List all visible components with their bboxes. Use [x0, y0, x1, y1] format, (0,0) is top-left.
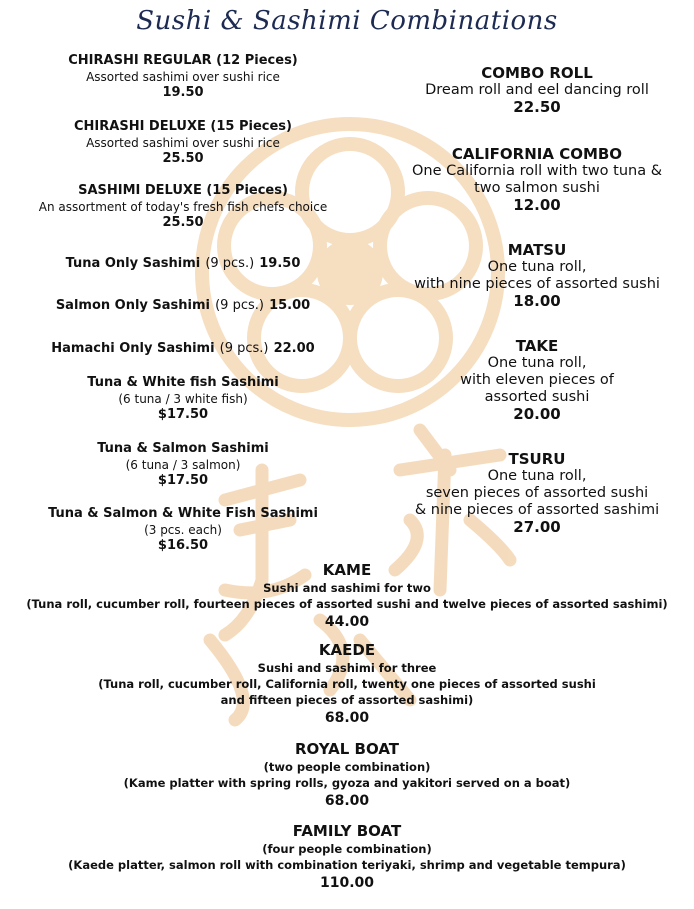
item-name: SASHIMI DELUXE (15 Pieces)	[78, 183, 288, 198]
item-price: 19.50	[162, 85, 204, 100]
item-description: (Tuna roll, cucumber roll, California roll, twenty one pieces of assorted sushi	[98, 677, 596, 691]
item-price: 18.00	[513, 292, 561, 310]
item-description: One tuna roll,	[487, 468, 587, 484]
item-description: seven pieces of assorted sushi	[425, 485, 649, 501]
menu-item	[382, 65, 692, 116]
item-price: 20.00	[513, 405, 561, 423]
item-price: 110.00	[319, 875, 375, 891]
menu-item	[0, 441, 366, 489]
item-price: 15.00	[269, 298, 311, 313]
item-description: with eleven pieces of	[460, 372, 614, 388]
item-name: Tuna & Salmon Sashimi	[97, 441, 269, 456]
item-description: assorted sushi	[484, 389, 590, 405]
item-pieces: (9 pcs.)	[205, 256, 255, 271]
item-name: COMBO ROLL	[481, 64, 593, 82]
menu-item	[0, 740, 694, 811]
item-name: FAMILY BOAT	[292, 822, 402, 840]
item-name: Hamachi Only Sashimi	[51, 341, 215, 356]
item-description: (two people combination)	[263, 760, 431, 774]
item-description: (3 pcs. each)	[144, 523, 222, 537]
item-price: 44.00	[324, 614, 370, 630]
item-price: $17.50	[157, 407, 209, 422]
menu-item	[0, 506, 366, 554]
item-description: One California roll with two tuna &	[411, 163, 663, 179]
item-description: Sushi and sashimi for two	[263, 581, 431, 595]
item-price: $17.50	[157, 473, 209, 488]
item-description: and fifteen pieces of assorted sashimi)	[220, 693, 474, 707]
item-price: 68.00	[324, 710, 370, 726]
item-description: Assorted sashimi over sushi rice	[86, 70, 280, 84]
item-description: Assorted sashimi over sushi rice	[86, 136, 280, 150]
item-price: 22.00	[273, 341, 315, 356]
item-name: Salmon Only Sashimi	[55, 298, 211, 313]
item-name: TAKE	[515, 337, 559, 355]
menu-item	[0, 822, 694, 893]
item-price: 12.00	[513, 196, 561, 214]
item-price: 19.50	[259, 256, 301, 271]
item-name: CALIFORNIA COMBO	[451, 145, 623, 163]
menu-item	[0, 641, 694, 728]
item-description: with nine pieces of assorted sushi	[414, 276, 660, 292]
item-description: (four people combination)	[262, 842, 432, 856]
item-name: CHIRASHI REGULAR (12 Pieces)	[68, 53, 298, 68]
item-name: KAME	[322, 561, 372, 579]
item-description: Sushi and sashimi for three	[257, 661, 437, 675]
page-title: Sushi & Sashimi Combinations	[136, 6, 558, 36]
item-description: One tuna roll,	[487, 355, 587, 371]
item-description: An assortment of today's fresh fish chefs choice	[38, 200, 328, 214]
menu-item	[0, 119, 366, 167]
item-price: 68.00	[324, 793, 370, 809]
item-price: 27.00	[513, 518, 561, 536]
menu-item	[382, 146, 692, 214]
item-name: KAEDE	[318, 641, 376, 659]
menu-item	[382, 451, 692, 536]
item-description: Dream roll and eel dancing roll	[425, 82, 649, 98]
item-price: $16.50	[157, 538, 209, 553]
menu-item	[0, 254, 366, 272]
item-name: MATSU	[507, 241, 567, 259]
item-name: Tuna Only Sashimi	[65, 256, 201, 271]
item-name: TSURU	[508, 450, 566, 468]
item-pieces: (9 pcs.)	[219, 341, 269, 356]
item-name: Tuna & White fish Sashimi	[87, 375, 279, 390]
item-price: 25.50	[162, 215, 204, 230]
item-name: ROYAL BOAT	[294, 740, 400, 758]
menu-item	[0, 561, 694, 632]
item-name: CHIRASHI DELUXE (15 Pieces)	[74, 119, 292, 134]
item-description: (Kame platter with spring rolls, gyoza and yakitori served on a boat)	[123, 776, 571, 790]
item-description: (6 tuna / 3 white fish)	[118, 392, 248, 406]
menu-item	[382, 338, 692, 423]
menu-item	[0, 339, 366, 357]
item-price: 25.50	[162, 151, 204, 166]
item-description: One tuna roll,	[487, 259, 587, 275]
item-description: (Kaede platter, salmon roll with combination teriyaki, shrimp and vegetable tempura)	[68, 858, 626, 872]
menu-item	[0, 183, 366, 231]
item-description: (Tuna roll, cucumber roll, fourteen pieces of assorted sushi and twelve pieces of assorted sashimi)	[26, 597, 668, 611]
menu-item	[382, 242, 692, 310]
item-description: two salmon sushi	[474, 180, 600, 196]
item-name: Tuna & Salmon & White Fish Sashimi	[48, 506, 318, 521]
item-description: (6 tuna / 3 salmon)	[125, 458, 241, 472]
item-pieces: (9 pcs.)	[215, 298, 264, 313]
item-description: & nine pieces of assorted sashimi	[414, 502, 660, 518]
menu-item	[0, 53, 366, 101]
menu-item	[0, 296, 366, 314]
item-price: 22.50	[513, 98, 561, 116]
menu-item	[0, 375, 366, 423]
